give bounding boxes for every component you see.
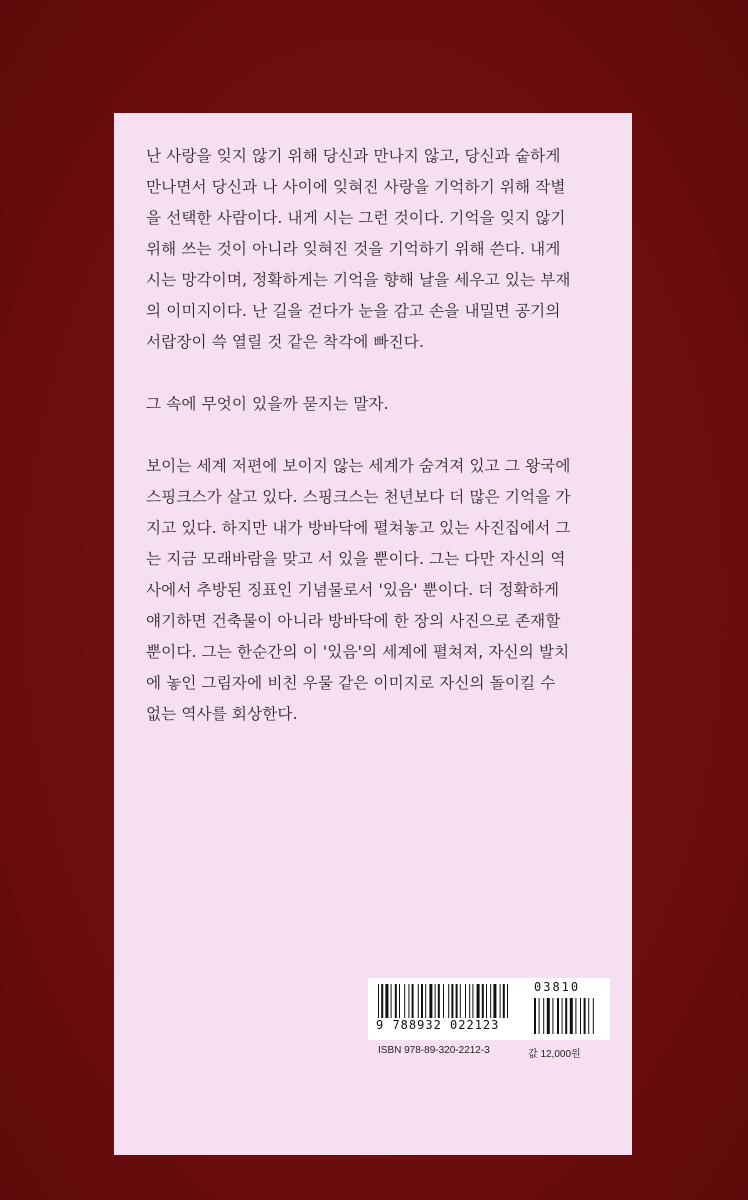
text-line: 에 놓인 그림자에 비친 우물 같은 이미지로 자신의 돌이킬 수 (146, 674, 556, 692)
price: 값 12,000원 (528, 1049, 581, 1060)
text-line: 뿐이다. 그는 한순간의 이 '있음'의 세계에 펼쳐져, 자신의 발치 (146, 643, 570, 661)
text-line: 만나면서 당신과 나 사이에 잊혀진 사랑을 기억하기 위해 작별 (146, 178, 566, 196)
barcode-area (368, 978, 613, 1068)
text-line: 그 속에 무엇이 있을까 묻지는 말자. (146, 395, 389, 413)
addon-digits: 03810 (534, 980, 581, 994)
text-line: 스핑크스가 살고 있다. 스핑크스는 천년보다 더 많은 기억을 가 (146, 488, 571, 506)
text-line: 난 사랑을 잊지 않기 위해 당신과 만나지 않고, 당신과 숱하게 (146, 147, 561, 165)
text-line: 사에서 추방된 징표인 기념물로서 '있음' 뿐이다. 더 정확하게 (146, 581, 560, 599)
text-line: 서랍장이 쓱 열릴 것 같은 착각에 빠진다. (146, 333, 425, 351)
body-text (146, 141, 606, 730)
barcode (368, 978, 610, 1040)
text-line: 위해 쓰는 것이 아니라 잊혀진 것을 기억하기 위해 쓴다. 내게 (146, 240, 561, 258)
paragraph-1 (146, 141, 606, 358)
text-line: 얘기하면 건축물이 아니라 방바닥에 한 장의 사진으로 존재할 (146, 612, 561, 630)
text-line: 보이는 세계 저편에 보이지 않는 세계가 숨겨져 있고 그 왕국에 (146, 457, 571, 475)
text-line: 지고 있다. 하지만 내가 방바닥에 펼쳐놓고 있는 사진집에서 그 (146, 519, 571, 537)
isbn-number: ISBN 978-89-320-2212-3 (378, 1045, 490, 1056)
text-line: 는 지금 모래바람을 맞고 서 있을 뿐이다. 그는 다만 자신의 역 (146, 550, 566, 568)
paragraph-3 (146, 451, 606, 730)
back-cover-card (114, 113, 632, 1155)
text-line: 을 선택한 사람이다. 내게 시는 그런 것이다. 기억을 잊지 않기 (146, 209, 566, 227)
text-line: 시는 망각이며, 정확하게는 기억을 향해 날을 세우고 있는 부재 (146, 271, 571, 289)
paragraph-2 (146, 389, 606, 420)
text-line: 의 이미지이다. 난 길을 걷다가 눈을 감고 손을 내밀면 공기의 (146, 302, 561, 320)
barcode-digits: 9 788932 022123 (376, 1018, 500, 1032)
text-line: 없는 역사를 회상한다. (146, 705, 298, 723)
